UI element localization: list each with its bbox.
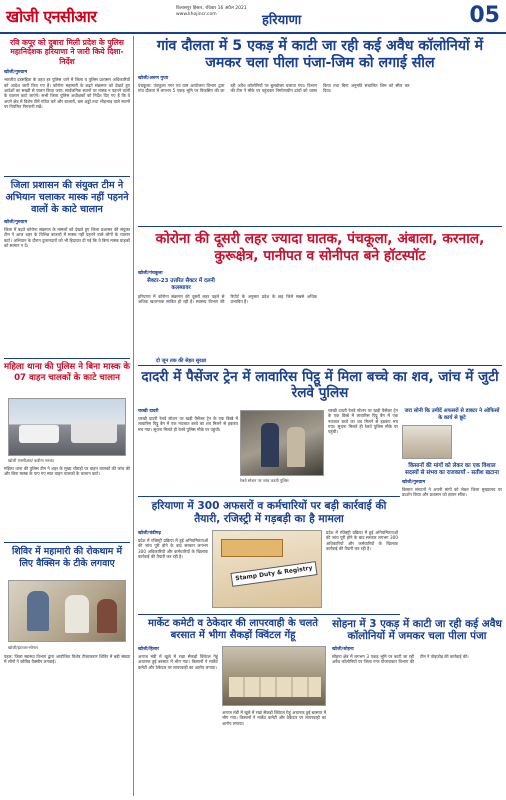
article-headline[interactable]: मार्केट कमेटी व ठेकेदार की लापरवाही के चलते बरसात में भीगा सैकड़ों क्विंटल गेंहू bbox=[148, 618, 318, 641]
masthead-date: विलासपुर हिसार, रविवार 16 अप्रैल 2021 bbox=[176, 6, 247, 11]
article-headline[interactable]: महिला थाना की पुलिस ने बिना मास्क के 07 वाहन चालकों के काटे चालान bbox=[4, 362, 131, 383]
article-body: हरियाणा में कोरोना संक्रमण की दूसरी लहर पहले से अधिक खतरनाक साबित हो रही है। स्वास्थ्य विभाग की रिपोर्ट के अनुसार प्रदेश के छह जिले सबसे अधिक प्रभावित हैं। bbox=[138, 293, 317, 304]
article-byline: खोजी/सोहना bbox=[332, 646, 354, 652]
police-checkpoint-photo bbox=[8, 398, 126, 456]
person-shape bbox=[97, 599, 117, 633]
article-headline[interactable]: जिला प्रशासन की संयुक्त टीम ने अभियान चलाकर मास्क नहीं पहनने वालों के काटे चालान bbox=[5, 180, 129, 215]
article-byline: खोजी/अरुण गुप्ता bbox=[138, 76, 169, 82]
article-body: सोहना क्षेत्र में लगभग 3 एकड़ भूमि पर काटी जा रही अवैध कॉलोनियों पर जिला नगर योजनाकार विभाग की टीम ने तोड़फोड़ की कार्रवाई की। bbox=[332, 653, 469, 665]
section-title: हरियाणा bbox=[262, 13, 302, 28]
divider bbox=[138, 614, 400, 615]
sacks-shape bbox=[229, 677, 321, 697]
article-body: जिला में बढ़ते कोरोना संक्रमण के मामलों को देखते हुए जिला प्रशासन की संयुक्त टीम ने आज शहर के विभिन्न बाजारों में मास्क नहीं पहनने वाले लोगों के चालान काटे। अभियान के दौरान दुकानदारों को भी हिदायत दी गई कि वे बिना मास्क ग्राहकों को सामान न दें। bbox=[4, 226, 130, 248]
article-headline[interactable]: रवि कपूर को दुबारा मिली प्रदेश के पुलिस महानिदेशक हरियाणा ने जारी किये दिशा-निर्देश bbox=[10, 38, 124, 66]
article-byline: खोजी/पंचकूला bbox=[138, 271, 163, 276]
wheat-sacks-photo bbox=[222, 646, 326, 706]
person-shape bbox=[287, 427, 305, 467]
photo-caption: रेलवे स्टेशन पर जांच करती पुलिस bbox=[240, 478, 289, 483]
divider bbox=[4, 542, 130, 543]
article-left-mid[interactable] bbox=[4, 180, 130, 363]
portrait-photo bbox=[402, 425, 452, 459]
article-byline: चरखी दादरी bbox=[138, 409, 159, 414]
article-left-bottom[interactable] bbox=[4, 546, 130, 569]
divider bbox=[4, 358, 130, 359]
article-main-mid[interactable] bbox=[138, 231, 502, 264]
article-byline: खोजी/गुरुग्राम bbox=[402, 479, 426, 485]
article-main-stamp-left bbox=[138, 530, 208, 616]
article-main-stamp[interactable] bbox=[138, 500, 400, 525]
article-main-stamp-right bbox=[326, 530, 398, 608]
stamp-paper-shape bbox=[221, 539, 283, 557]
article-main-train[interactable] bbox=[138, 369, 502, 402]
article-main-mid-body bbox=[138, 270, 502, 364]
article-headline[interactable]: हरियाणा में 300 अफसरों व कर्मचारियों पर बड़ी कार्रवाई की तैयारी, रजिस्ट्री में गड़बड़ी का है मामला bbox=[151, 500, 387, 525]
article-body: चरखी दादरी रेलवे स्टेशन पर खड़ी पैसेंजर ट्रेन के एक डिब्बे में लावारिस पिट्ठू बैग में एक नवजात बच्चे का शव मिलने से हड़कंप मच गया। सूचना मिलते ही रेलवे पुलिस मौके पर पहुंची। bbox=[138, 416, 238, 432]
article-body: पंचकूला: पंचकूला नगर एवं ग्राम आयोजना विभाग द्वारा गांव दौलता में लगभग 5 एकड़ भूमि पर विकसित की जा रही अवैध कॉलोनियों पर बुलडोजर चलाया गया। विभाग की टीम ने मौके पर पहुंचकर निर्माणाधीन ढांचों को ध्वस्त किया तथा बिना अनुमति संचालित जिम को सील कर दिया। bbox=[138, 83, 410, 94]
article-headline[interactable]: कोरोना की दूसरी लहर ज्यादा घातक, पंचकूला, अंबाला, करनाल, कुरूक्षेत्र, पानीपत व सोनीपत बने हॉटस्पॉट bbox=[155, 231, 485, 264]
masthead-meta bbox=[176, 6, 247, 18]
article-main-market-left bbox=[138, 646, 218, 796]
article-headline[interactable]: किसानों की मांगों को लेकर का एक विशाल सदस्यों से संभव का राजकार्यां - सतीश खटाना bbox=[405, 463, 499, 476]
article-byline: खोजी/चंडीगढ़ bbox=[138, 531, 161, 536]
newspaper-logo: खोजी एनसीआर bbox=[6, 7, 97, 26]
divider bbox=[138, 226, 502, 227]
article-main-train-left bbox=[138, 408, 238, 486]
masthead bbox=[0, 0, 506, 34]
divider bbox=[4, 176, 130, 177]
article-body: महिला थाना की पुलिस टीम ने शहर के मुख्य चौराहों पर वाहन चालकों की जांच की और बिना मास्क के पाए गए सात वाहन चालकों के चालान काटे। bbox=[4, 466, 130, 477]
article-body: प्रदेश में रजिस्ट्री प्रक्रिया में हुई अनियमितताओं की जांच पूरी होने के बाद सरकार लगभग 300 अधिकारियों और कर्मचारियों के खिलाफ कार्रवाई की तैयारी कर रही है। bbox=[326, 530, 398, 551]
article-subhead: सैक्टर-23 उत्तरित सैक्टर में दलनी कलब्यावर bbox=[147, 278, 215, 291]
article-byline: खोजी/गुरुग्राम bbox=[4, 70, 28, 76]
article-main-sohna[interactable] bbox=[332, 618, 502, 782]
article-main-top[interactable] bbox=[138, 38, 502, 211]
vehicle-shape bbox=[71, 421, 117, 443]
article-subhead: दो जून तक की सेहत सुरक्षा bbox=[155, 357, 207, 364]
article-byline: खोजी/गुरुग्राम bbox=[4, 219, 28, 225]
article-main-market[interactable] bbox=[138, 618, 328, 642]
stamp-duty-label: Stamp Duty & Registry bbox=[230, 561, 317, 587]
article-main-side[interactable] bbox=[402, 408, 502, 527]
article-body: पहल: जिला स्वास्थ्य विभाग द्वारा आयोजित विशेष टीकाकरण शिविर में बड़ी संख्या में लोगों ने कोविड वैक्सीन लगवाई। bbox=[4, 654, 130, 665]
article-body: भारतीय दंडसंहिता के तहत हर पुलिस थाने में जिला व पुलिस प्रशासन अधिकारियों को आदेश जारी किए गए हैं। कोरोना महामारी के बढ़ते संक्रमण को देखते हुए आदेशों का सख्ती से पालन किया जाए। सार्वजनिक स्थानों पर मास्क न पहनने वालों के चालान काटे जाएंगे। सभी जिला पुलिस अधीक्षकों को निर्देश दिए गए हैं कि वे अपने क्षेत्र में विशेष टीमें गठित करें और बाजारों, बस अड्डों तथा भीड़भाड़ वाले स्थानों पर नियमित निगरानी रखें। bbox=[4, 77, 130, 109]
article-headline[interactable]: सोहना में 3 एकड़ में काटी जा रही कई अवैध कॉलोनियों में जमकर चला पीला पंजा bbox=[332, 618, 502, 643]
article-body: चरखी दादरी रेलवे स्टेशन पर खड़ी पैसेंजर ट्रेन के एक डिब्बे में लावारिस पिट्ठू बैग में एक नवजात बच्चे का शव मिलने से हड़कंप मच गया। सूचना मिलते ही रेलवे पुलिस मौके पर पहुंची। bbox=[328, 408, 398, 435]
article-left-top[interactable] bbox=[4, 38, 130, 183]
railway-station-photo bbox=[240, 410, 324, 476]
masthead-website[interactable]: www.khojincr.com bbox=[176, 12, 217, 17]
page-number: 05 bbox=[469, 3, 500, 28]
photo-caption: खोजी/झज्जर-सोनल bbox=[8, 645, 38, 650]
article-small-headline[interactable]: जरा सोनी कि उमीदें अफसरों से डाक्टर ने ओफिसों के कार्य से छूटे bbox=[404, 408, 500, 421]
article-body: किसान संगठनों ने अपनी मांगों को लेकर जिला मुख्यालय पर प्रदर्शन किया और प्रशासन को ज्ञापन सौंपा। bbox=[402, 486, 502, 498]
article-body: अनाज मंडी में खुले में रखा सैकड़ों क्विंटल गेहूं अचानक हुई बरसात में भीग गया। किसानों ने मार्केट कमेटी और ठेकेदार पर लापरवाही का आरोप लगाया। bbox=[222, 710, 326, 726]
vehicle-shape bbox=[19, 425, 59, 443]
vaccination-camp-photo bbox=[8, 580, 126, 642]
article-body: अनाज मंडी में खुले में रखा सैकड़ों क्विंटल गेहूं अचानक हुई बरसात में भीग गया। किसानों ने मार्केट कमेटी और ठेकेदार पर लापरवाही का आरोप लगाया। bbox=[138, 654, 218, 670]
divider bbox=[138, 496, 400, 497]
person-shape bbox=[65, 595, 89, 633]
article-left-low[interactable] bbox=[4, 362, 130, 383]
divider bbox=[138, 365, 502, 366]
stamp-duty-photo bbox=[212, 530, 322, 608]
article-headline[interactable]: गांव दौलता में 5 एकड़ में काटी जा रही कई अवैध कॉलोनियों में जमकर चला पीला पंजा-जिम को लगाई सील bbox=[156, 38, 484, 72]
article-headline[interactable]: शिविर में महामारी की रोकथाम में लिए वैक्सिन के टीके लगवाए bbox=[12, 546, 122, 569]
article-body: प्रदेश में रजिस्ट्री प्रक्रिया में हुई अनियमितताओं की जांच पूरी होने के बाद सरकार लगभग 300 अधिकारियों और कर्मचारियों के खिलाफ कार्रवाई की तैयारी कर रही है। bbox=[138, 538, 208, 559]
article-byline: खोजी/हिसार bbox=[138, 647, 160, 652]
person-shape bbox=[27, 591, 49, 631]
article-headline[interactable]: दादरी में पैसेंजर ट्रेन में लावारिस पिट्ठू में मिला बच्चे का शव, जांच में जुटी रेलवे पुलिस bbox=[141, 369, 499, 402]
column-divider bbox=[133, 36, 134, 796]
person-shape bbox=[261, 423, 279, 467]
article-main-train-right bbox=[328, 408, 398, 486]
photo-caption: खोजी एनसीआर/ कवीना नरुका bbox=[8, 458, 54, 463]
